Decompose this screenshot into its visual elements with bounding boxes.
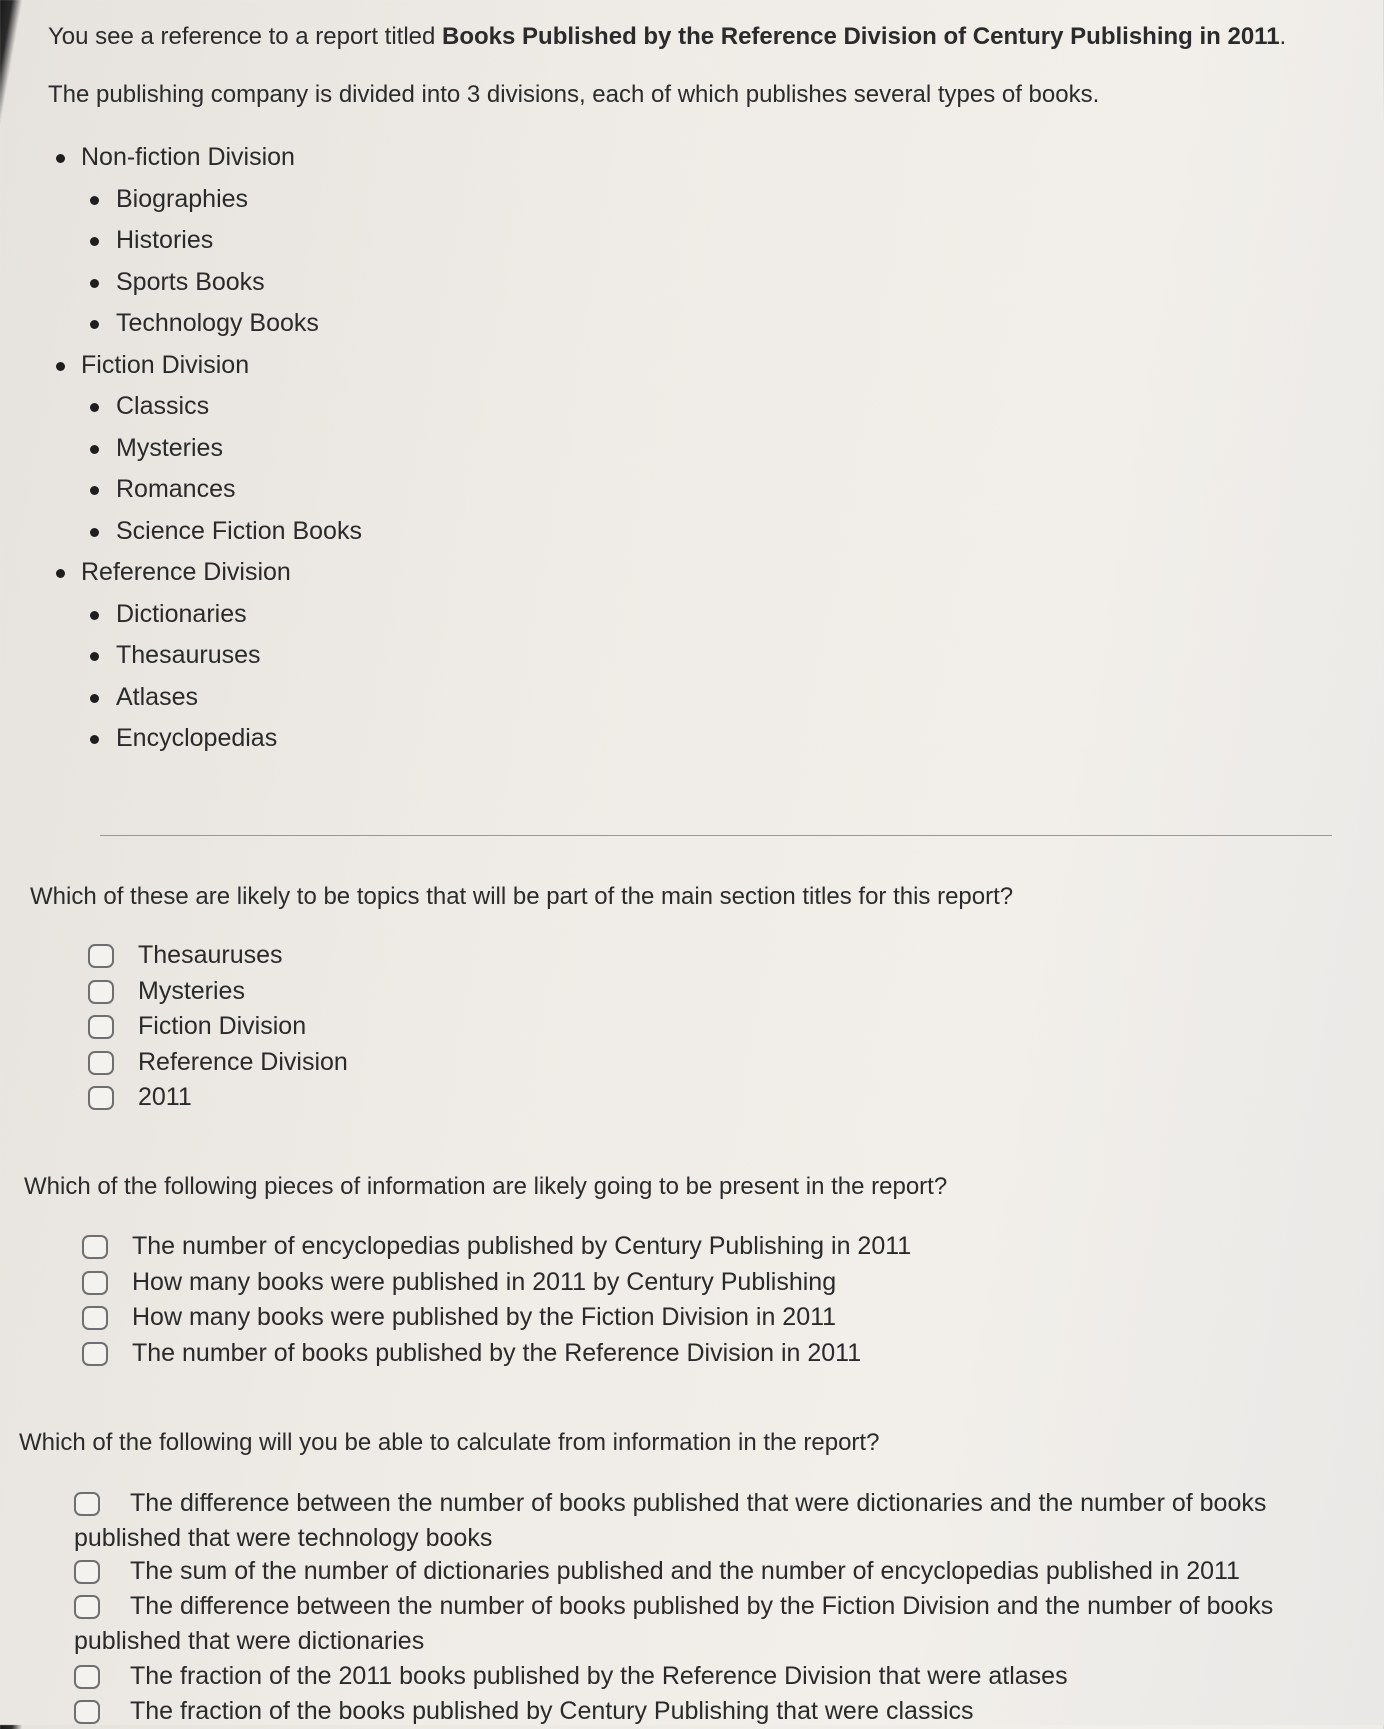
section-divider — [100, 835, 1332, 836]
option-label: The difference between the number of books published by the Fiction Division and the number of books — [130, 1592, 1274, 1620]
report-title: Books Published by the Reference Division of Century Publishing in 2011 — [442, 23, 1280, 50]
book-type-label: Science Fiction Books — [116, 516, 362, 545]
intro-text: You see a reference to a report titled — [48, 23, 443, 50]
option-label: The difference between the number of books published that were dictionaries and the number of books — [130, 1489, 1267, 1517]
bullet-icon — [90, 735, 99, 744]
answer-option[interactable] — [74, 1694, 1354, 1729]
division-item — [56, 552, 362, 594]
bullet-icon — [90, 403, 99, 412]
question-1-text: Which of these are likely to be topics that will be part of the main section titles for this report? — [30, 883, 1014, 910]
option-label-continued: published that were dictionaries — [74, 1627, 425, 1655]
bullet-icon — [90, 652, 99, 661]
checkbox[interactable] — [82, 1306, 108, 1330]
answer-option[interactable] — [74, 1659, 1354, 1694]
option-label: The sum of the number of dictionaries published and the number of encyclopedias published in 2011 — [130, 1557, 1240, 1585]
option-label: 2011 — [138, 1083, 192, 1111]
bullet-icon — [90, 486, 99, 495]
division-name: Non-fiction Division — [81, 143, 295, 171]
book-type-item — [56, 220, 362, 262]
question-2-options — [82, 1229, 911, 1371]
book-type-item — [56, 303, 362, 345]
checkbox[interactable] — [82, 1271, 108, 1295]
division-name: Reference Division — [81, 558, 291, 586]
book-type-label: Sports Books — [116, 267, 265, 296]
option-label: Fiction Division — [138, 1012, 307, 1040]
book-type-item — [56, 262, 362, 304]
question-2-text: Which of the following pieces of information are likely going to be present in the report? — [24, 1173, 948, 1200]
book-type-label: Classics — [116, 392, 210, 420]
question-1-options — [88, 938, 348, 1116]
book-type-label: Encyclopedias — [116, 724, 278, 752]
checkbox[interactable] — [74, 1492, 100, 1516]
bullet-icon — [90, 445, 99, 454]
checkbox[interactable] — [74, 1665, 100, 1689]
book-type-label: Mysteries — [116, 433, 223, 462]
book-type-item — [56, 635, 362, 677]
answer-option[interactable] — [88, 1009, 348, 1045]
bullet-icon — [90, 528, 99, 537]
book-type-label: Romances — [116, 475, 236, 503]
intro-punct: . — [1279, 23, 1287, 50]
division-outline — [56, 137, 362, 760]
book-type-label: Thesauruses — [116, 641, 261, 669]
answer-option[interactable] — [82, 1265, 911, 1301]
book-type-label: Biographies — [116, 184, 249, 213]
option-label: Mysteries — [138, 976, 245, 1005]
checkbox[interactable] — [74, 1560, 100, 1584]
checkbox[interactable] — [82, 1235, 108, 1259]
division-item — [56, 345, 362, 387]
book-type-label: Dictionaries — [116, 599, 247, 628]
question-3-text: Which of the following will you be able to calculate from information in the report? — [19, 1429, 880, 1456]
option-label: The fraction of the 2011 books published by the Reference Division that were atlases — [130, 1662, 1068, 1690]
book-type-item — [56, 718, 362, 760]
book-type-label: Technology Books — [116, 309, 319, 337]
question-3-options — [74, 1486, 1354, 1729]
answer-option[interactable] — [74, 1589, 1354, 1659]
option-label: The number of encyclopedias published by Century Publishing in 2011 — [132, 1232, 912, 1260]
bullet-icon — [90, 196, 99, 205]
answer-option[interactable] — [82, 1229, 911, 1265]
option-label: How many books were published by the Fiction Division in 2011 — [132, 1303, 837, 1331]
checkbox[interactable] — [74, 1595, 100, 1619]
book-type-label: Atlases — [116, 682, 198, 711]
checkbox[interactable] — [74, 1700, 100, 1724]
answer-option[interactable] — [88, 1045, 348, 1081]
book-type-item — [56, 511, 362, 553]
bullet-icon — [90, 237, 99, 246]
option-label: Reference Division — [138, 1047, 348, 1076]
answer-option[interactable] — [74, 1554, 1354, 1589]
option-label: Thesauruses — [138, 941, 283, 969]
division-item — [56, 137, 362, 179]
bullet-icon — [90, 694, 99, 703]
option-label: The fraction of the books published by Century Publishing that were classics — [130, 1697, 974, 1725]
checkbox[interactable] — [88, 1086, 114, 1110]
book-type-item — [56, 428, 362, 470]
book-type-label: Histories — [116, 226, 214, 254]
checkbox[interactable] — [88, 944, 114, 968]
option-label: How many books were published in 2011 by Century Publishing — [132, 1267, 837, 1296]
answer-option[interactable] — [74, 1486, 1354, 1556]
intro-line-1 — [48, 22, 1286, 52]
checkbox[interactable] — [88, 980, 114, 1004]
option-label: The number of books published by the Reference Division in 2011 — [132, 1338, 862, 1367]
book-type-item — [56, 594, 362, 636]
book-type-item — [56, 386, 362, 428]
answer-option[interactable] — [88, 1080, 348, 1116]
bullet-icon — [56, 569, 65, 578]
intro-line-2: The publishing company is divided into 3 divisions, each of which publishes several types of books. — [48, 81, 1100, 108]
checkbox[interactable] — [82, 1342, 108, 1366]
answer-option[interactable] — [88, 938, 348, 974]
division-name: Fiction Division — [81, 350, 250, 379]
bullet-icon — [90, 320, 99, 329]
answer-option[interactable] — [82, 1300, 911, 1336]
option-label-continued: published that were technology books — [74, 1524, 493, 1552]
bullet-icon — [56, 362, 65, 371]
book-type-item — [56, 469, 362, 511]
bullet-icon — [90, 279, 99, 288]
checkbox[interactable] — [88, 1051, 114, 1075]
answer-option[interactable] — [88, 974, 348, 1010]
book-type-item — [56, 179, 362, 221]
book-type-item — [56, 677, 362, 719]
bullet-icon — [56, 154, 65, 163]
checkbox[interactable] — [88, 1015, 114, 1039]
answer-option[interactable] — [82, 1336, 911, 1372]
bullet-icon — [90, 611, 99, 620]
